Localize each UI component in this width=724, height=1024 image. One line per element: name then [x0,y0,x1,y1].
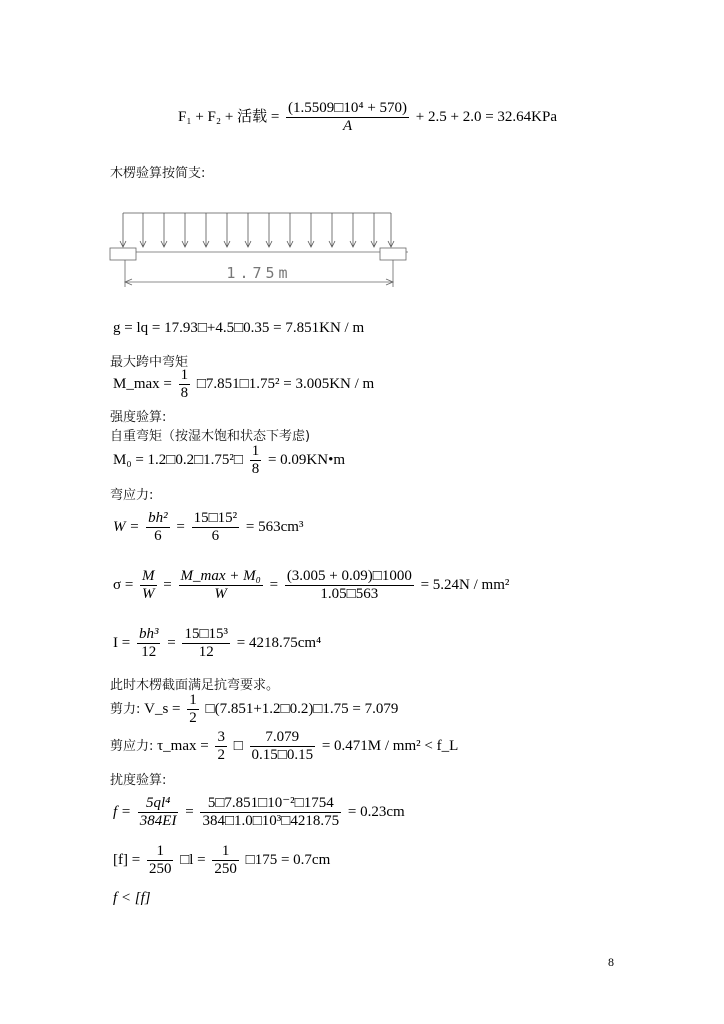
eq-w-den1: 6 [154,528,162,544]
text-strength: 强度验算: [110,410,167,425]
eq-f-allow-den2: 250 [214,861,237,877]
eq-i-num1: bh³ [138,626,159,642]
eq-tau-fraction-1 [215,729,227,764]
eq-f-allow [113,843,330,878]
eq-sigma-num2: M_max + M₀ [180,568,261,584]
eq-f-allow-lhs: [f] = [113,851,141,868]
eq-w-fraction-2 [192,510,240,545]
eq-shear-den: 2 [189,710,197,726]
eq-w-lhs: W = [113,518,140,535]
eq-mmax-den: 8 [180,385,189,401]
eq-m0-den: 8 [251,461,260,477]
eq-f-rhs: = 0.23cm [347,803,405,820]
eq-f-den1: 384EI [139,813,177,829]
eq-f-allow-den1: 250 [148,861,172,877]
text-self-weight: 自重弯矩（按湿木饱和状态下考虑) [110,429,311,444]
eq-w-den2: 6 [211,528,220,544]
text-simple-support: 木楞验算按简支: [110,166,206,181]
eq-f-lhs: f = [113,803,132,820]
eq-mmax-lhs: M_max = [113,375,172,392]
eq-load [178,100,557,135]
eq-sigma-fraction-2 [179,568,263,603]
eq-mmax-num: 1 [180,367,189,383]
eq-f-den2: 384□1.0□10³□4218.75 [202,813,340,829]
eq-sigma-rhs: = 5.24N / mm² [420,576,510,593]
eq-sigma-den2: W [214,586,227,602]
eq-f-fraction-2 [200,795,341,830]
beam-load-diagram [108,205,412,290]
text-max-moment: 最大跨中弯矩 [110,355,189,370]
eq-mmax-rhs: □7.851□1.75² = 3.005KN / m [196,375,375,392]
page-number: 8 [608,955,614,969]
span-label: 1.75m [226,264,292,282]
eq-f-allow-rhs: □175 = 0.7cm [245,851,331,868]
eq-i: I = $\frac{\text{bh³}}{12}$ = $\frac{\text{15□15³}}{12}$ = 4218.75cm⁴ [113,626,322,660]
eq-f-allow-num1: 1 [147,843,174,861]
eq-f-allow-fraction-2 [212,843,239,878]
eq-f-fraction-1 [138,795,179,830]
eq-f: f = $\frac{\text{5ql⁴}}{384EI}$ = $\frac{\text{5□7.851□10⁻²□1754}}{\text{384□1.0□10³□4218.75}}$ = 0.23cm [113,795,405,829]
eq-tau-num2: 7.079 [250,729,316,747]
eq-sigma-fraction-3 [285,568,414,603]
text-bending-stress: 弯应力: [110,488,154,503]
eq-sigma: σ = $\frac{M}{W}$ = $\frac{\text{M\_max + M₀}}{W}$ = $\frac{(3.005 + 0.09)□1000}{1.05□563}$ = 5.24N / mm² [113,568,510,602]
eq-sigma-num1: M [142,568,155,584]
eq-m0-fraction [250,443,262,478]
eq-shear-lhs: V_s = [144,700,181,717]
eq-load-lhs: F₁ + F₂ + 活载 = [178,108,280,125]
eq-w-num2: 15□15² [193,510,238,526]
eq-f-num1: 5ql⁴ [138,795,179,813]
eq-w-fraction-1 [146,510,170,545]
eq-sigma-fraction-1 [140,568,157,603]
eq-load-rhs: + 2.5 + 2.0 = 32.64KPa [415,108,557,125]
eq-sigma-num3: (3.005 + 0.09)□1000 [286,568,412,584]
eq-shear-fraction [187,692,199,727]
eq-load-numerator: (1.5509□10⁴ + 570) [288,100,408,116]
eq-m0 [113,443,345,478]
eq-sigma-lhs: σ = [113,576,134,593]
text-satisfy: 此时木楞截面满足抗弯要求。 [110,678,280,693]
eq-f-allow-num2: 1 [212,843,239,861]
eq-g: g = lq = 17.93□+4.5□0.35 = 7.851KN / m [113,320,365,336]
eq-i-rhs: = 4218.75cm⁴ [236,634,322,651]
eq-sigma-den1: W [142,586,155,602]
eq-f-num2: 5□7.851□10⁻²□1754 [200,795,341,813]
eq-m0-rhs: = 0.09KN•m [267,451,346,468]
eq-f-allow-fraction-1 [147,843,174,878]
eq-final: f < [f] [113,890,151,906]
eq-shear-rhs: □(7.851+1.2□0.2)□1.75 = 7.079 [205,700,399,717]
eq-shear [110,692,398,727]
eq-tau-lhs: τ_max = [157,737,209,754]
eq-load-denominator: A [342,118,353,134]
eq-i-lhs: I = [113,634,131,651]
eq-m0-num: 1 [251,443,260,459]
eq-tau-den2: 0.15□0.15 [251,747,314,763]
eq-tau-label: 剪应力: [110,738,154,754]
eq-load-fraction [286,100,409,135]
eq-sigma-den3: 1.05□563 [320,586,379,602]
eq-i-den1: 12 [141,644,157,660]
eq-tau-num1: 3 [217,729,225,745]
eq-w-equals: = [176,518,185,535]
eq-i-num2: 15□15³ [184,626,228,642]
eq-f-allow-mid: □l = [180,851,206,868]
eq-m0-lhs: M₀ = 1.2□0.2□1.75²□ [113,451,243,468]
eq-shear-label: 剪力: [110,701,141,717]
eq-shear-num: 1 [189,692,197,708]
eq-tau: 剪应力: τ_max = $\frac{3}{2}$ □ $\frac{7.079}{0.15□0.15}$ = 0.471M / mm² < f_L [110,729,459,763]
eq-mmax-fraction [179,367,191,402]
eq-w-rhs: = 563cm³ [245,518,304,535]
eq-mmax [113,367,374,402]
eq-i-fraction-2 [182,626,230,661]
eq-tau-den1: 2 [217,747,225,763]
eq-w [113,510,303,545]
eq-i-den2: 12 [198,644,214,660]
text-deflection: 扰度验算: [110,773,167,788]
eq-w-num1: bh² [148,510,168,526]
eq-tau-rhs: = 0.471M / mm² < f_L [321,737,459,754]
eq-tau-fraction-2 [250,729,316,764]
eq-i-fraction-1 [137,626,161,661]
